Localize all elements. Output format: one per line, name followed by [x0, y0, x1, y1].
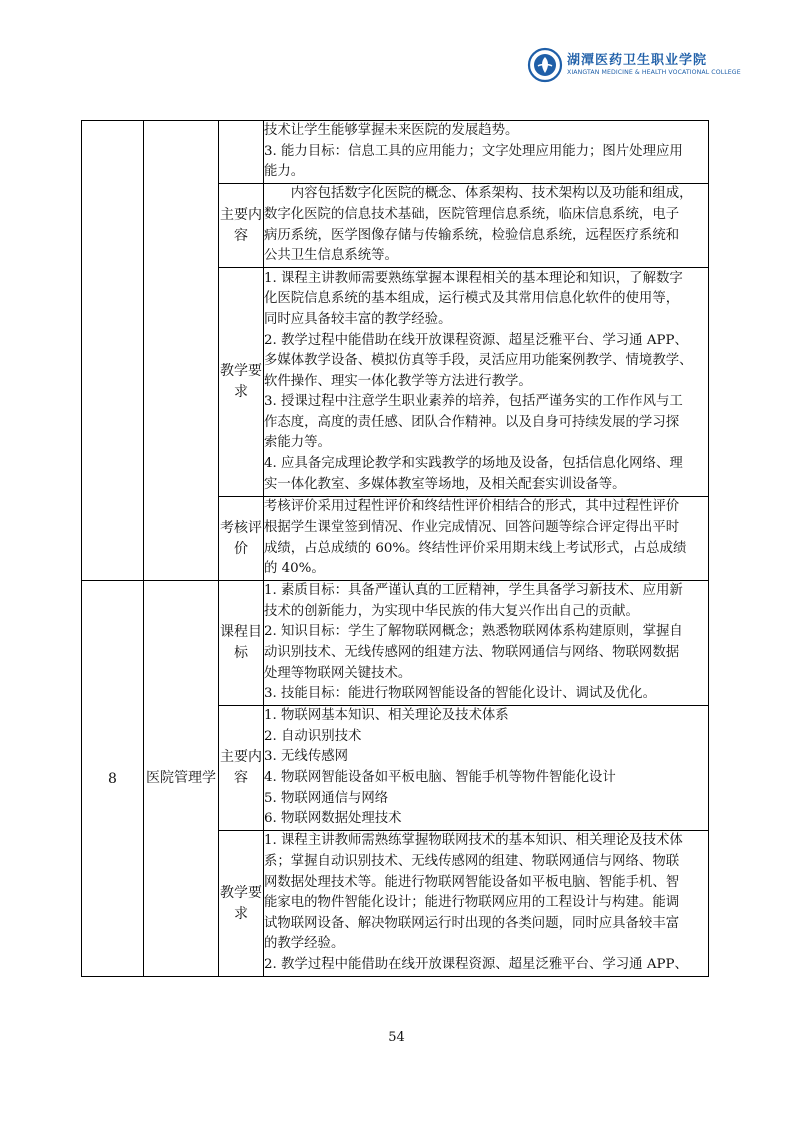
- text-line: 2. 教学过程中能借助在线开放课程资源、超星泛雅平台、学习通 APP、: [264, 956, 688, 972]
- text-line: 公共卫生信息系统等。: [264, 248, 398, 264]
- text-line: 技术让学生能够掌握未来医院的发展趋势。: [264, 123, 519, 139]
- course-name: 医院管理学: [144, 581, 219, 977]
- prev-content-text: [264, 184, 709, 268]
- text-line: 考核评价采用过程性评价和终结性评价相结合的形式，其中过程性评价: [264, 499, 680, 515]
- college-emblem-icon: [527, 47, 563, 83]
- text-line: 软件操作、理实一体化教学等方法进行教学。: [264, 373, 532, 389]
- prev-teaching-text: [264, 268, 709, 497]
- text-line: 3. 能力目标：信息工具的应用能力；文字处理应用能力；图片处理应用: [264, 143, 683, 159]
- prev-name-cell: [144, 121, 219, 581]
- text-line: 实一体化教室、多媒体教室等场地，及相关配套实训设备等。: [264, 476, 626, 492]
- prev-goal-row: [82, 121, 709, 184]
- logo-name-en: XIANGTAN MEDICINE & HEALTH VOCATIONAL COLLEGE: [567, 69, 741, 76]
- text-line: 作态度，高度的责任感、团队合作精神。以及自身可持续发展的学习探: [264, 414, 680, 430]
- text-line: 5. 物联网通信与网络: [264, 790, 389, 806]
- text-line: 1. 物联网基本知识、相关理论及技术体系: [264, 708, 509, 724]
- text-line: 根据学生课堂签到情况、作业完成情况、回答问题等综合评定得出平时: [264, 519, 680, 535]
- teaching-label: 教学要求: [219, 831, 264, 977]
- text-line: 的教学经验。: [264, 936, 345, 952]
- text-line: 病历系统，医学图像存储与传输系统，检验信息系统，远程医疗系统和: [264, 227, 680, 243]
- text-line: 同时应具备较丰富的教学经验。: [264, 311, 452, 327]
- text-line: 4. 物联网智能设备如平板电脑、智能手机等物件智能化设计: [264, 770, 616, 785]
- course8-content-text: [264, 706, 709, 831]
- text-line: 多媒体教学设备、模拟仿真等手段，灵活应用功能案例教学、情境教学、: [264, 353, 693, 369]
- text-line: 4. 应具备完成理论教学和实践教学的场地及设备，包括信息化网络、理: [264, 456, 683, 472]
- prev-goal-text: [264, 121, 709, 184]
- text-line: 系；掌握自动识别技术、无线传感网的组建、物联网通信与网络、物联: [264, 854, 680, 870]
- text-line: 1. 素质目标：具备严谨认真的工匠精神，学生具备学习新技术、应用新: [264, 583, 683, 599]
- text-line: 处理等物联网关键技术。: [264, 665, 412, 681]
- college-logo: [527, 45, 741, 89]
- assessment-label: 考核评价: [219, 497, 264, 581]
- text-line: 网数据处理技术等。能进行物联网智能设备如平板电脑、智能手机、智: [264, 874, 680, 890]
- logo-name-cn: 湖潭医药卫生职业学院: [567, 53, 708, 68]
- teaching-label: 教学要求: [219, 268, 264, 497]
- course-number: 8: [82, 581, 144, 977]
- text-line: 动识别技术、无线传感网的组建方法、物联网通信与网络、物联网数据: [264, 645, 680, 660]
- text-line: 3. 授课过程中注意学生职业素养的培养，包括严谨务实的工作作风与工: [264, 394, 683, 410]
- prev-assessment-text: [264, 497, 709, 581]
- text-line: 1. 课程主讲教师需熟练掌握物联网技术的基本知识、相关理论及技术体: [264, 833, 683, 849]
- text-line: 6. 物联网数据处理技术: [264, 811, 402, 827]
- text-line: 3. 技能目标：能进行物联网智能设备的智能化设计、调试及优化。: [264, 686, 656, 702]
- text-line: 能力。: [264, 164, 305, 180]
- page-number: 54: [388, 1030, 405, 1045]
- text-line: 试物联网设备、解决物联网运行时出现的各类问题，同时应具备较丰富: [264, 915, 680, 931]
- text-line: 数字化医院的信息技术基础，医院管理信息系统，临床信息系统，电子: [264, 206, 680, 222]
- text-line: 技术的创新能力，为实现中华民族的伟大复兴作出自己的贡献。: [264, 603, 639, 619]
- text-line: 成绩，占总成绩的 60%。终结性评价采用期末线上考试形式，占总成绩: [264, 540, 687, 556]
- text-line: 2. 自动识别技术: [264, 728, 362, 744]
- prev-goal-label-cell: [219, 121, 264, 184]
- text-line: 1. 课程主讲教师需要熟练掌握本课程相关的基本理论和知识，了解数字: [264, 270, 683, 286]
- course8-teaching-text: [264, 831, 709, 977]
- course-table: [81, 120, 709, 977]
- text-line: 能家电的物件智能化设计；能进行物联网应用的工程设计与构建。能调: [264, 895, 680, 911]
- text-line: 索能力等。: [264, 435, 331, 451]
- text-line: 化医院信息系统的基本组成，运行模式及其常用信息化软件的使用等，: [264, 291, 680, 307]
- course8-goal-row: [82, 581, 709, 706]
- content-label: 主要内容: [219, 706, 264, 831]
- goal-label: 课程目标: [219, 581, 264, 706]
- text-line: 内容包括数字化医院的概念、体系架构、技术架构以及功能和组成，: [290, 186, 693, 202]
- content-label: 主要内容: [219, 184, 264, 268]
- prev-number-cell: [82, 121, 144, 581]
- text-line: 3. 无线传感网: [264, 749, 348, 765]
- text-line: 的 40%。: [264, 561, 325, 577]
- text-line: 2. 教学过程中能借助在线开放课程资源、超星泛雅平台、学习通 APP、: [264, 332, 688, 348]
- course8-goal-text: [264, 581, 709, 706]
- text-line: 2. 知识目标：学生了解物联网概念；熟悉物联网体系构建原则，掌握自: [264, 624, 683, 640]
